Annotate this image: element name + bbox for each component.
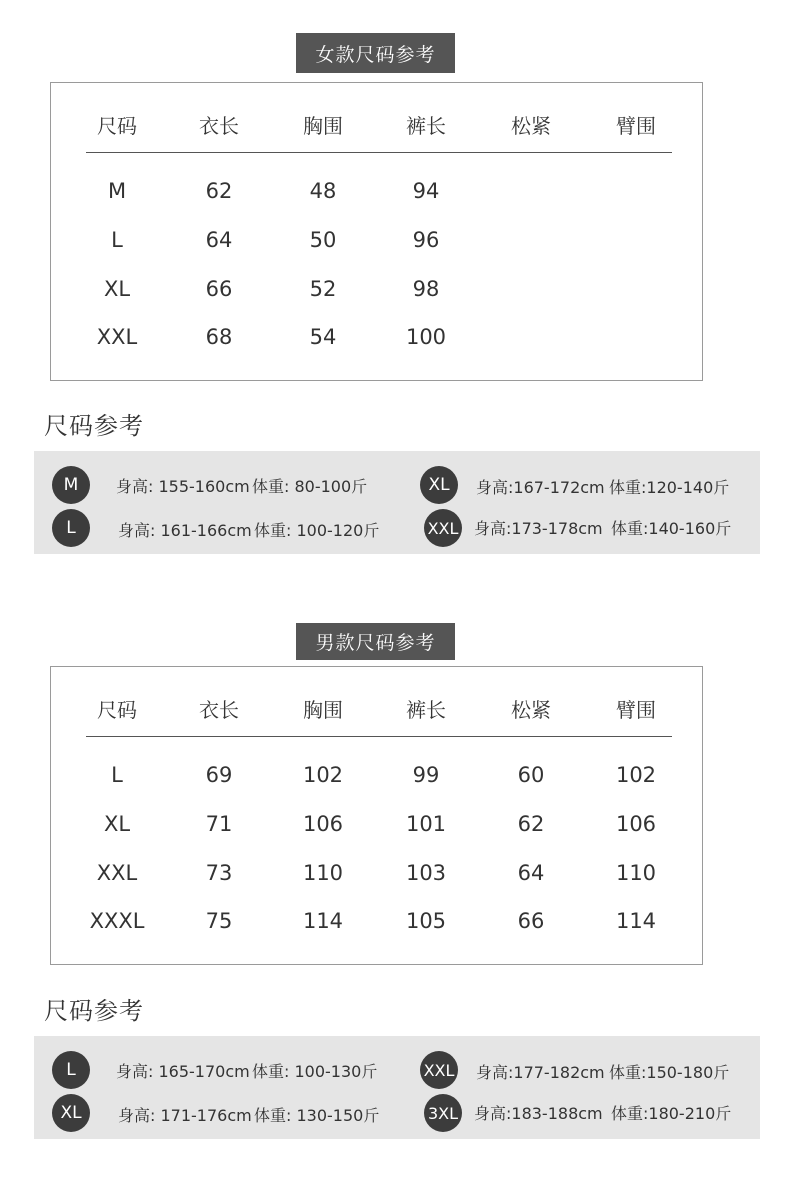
- table-cell: 103: [405, 861, 447, 885]
- weight-range: 体重: 100-130斤: [252, 1062, 378, 1081]
- table-cell: 110: [302, 861, 344, 885]
- table-cell: 60: [517, 763, 545, 787]
- size-badge: XXL: [424, 509, 462, 547]
- table-cell: 64: [517, 861, 545, 885]
- table-cell: 73: [205, 861, 233, 885]
- table-cell: 106: [615, 812, 657, 836]
- table-cell: XXXL: [89, 909, 145, 933]
- col-header-size: 尺码: [97, 114, 137, 138]
- women-reference-label: 尺码参考: [44, 412, 144, 440]
- size-badge: XL: [420, 466, 458, 504]
- height-range: 身高:183-188cm: [474, 1104, 603, 1123]
- header-divider: [86, 152, 672, 153]
- col-header-arm: 臂围: [616, 114, 656, 138]
- table-cell: 99: [412, 763, 440, 787]
- col-header-length: 衣长: [199, 698, 239, 722]
- header-divider: [86, 736, 672, 737]
- table-cell: 75: [205, 909, 233, 933]
- table-cell: 101: [405, 812, 447, 836]
- table-cell: 69: [205, 763, 233, 787]
- height-range: 身高: 155-160cm: [116, 477, 250, 496]
- weight-range: 体重:180-210斤: [611, 1104, 732, 1123]
- table-cell: 71: [205, 812, 233, 836]
- col-header-pants-length: 裤长: [406, 698, 446, 722]
- men-reference-label: 尺码参考: [44, 997, 144, 1025]
- table-cell: 54: [309, 325, 337, 349]
- height-range: 身高: 161-166cm: [118, 521, 252, 540]
- table-cell: 94: [412, 179, 440, 203]
- height-range: 身高:173-178cm: [474, 519, 603, 538]
- height-range: 身高: 165-170cm: [116, 1062, 250, 1081]
- size-badge: XXL: [420, 1051, 458, 1089]
- height-range: 身高: 171-176cm: [118, 1106, 252, 1125]
- col-header-pants-length: 裤长: [406, 114, 446, 138]
- table-cell: 98: [412, 277, 440, 301]
- table-cell: 102: [302, 763, 344, 787]
- col-header-elastic: 松紧: [511, 698, 551, 722]
- table-cell: 102: [615, 763, 657, 787]
- men-size-table: [50, 666, 703, 965]
- weight-range: 体重:120-140斤: [609, 478, 730, 497]
- height-range: 身高:167-172cm: [476, 478, 605, 497]
- weight-range: 体重:140-160斤: [611, 519, 732, 538]
- table-cell: 52: [309, 277, 337, 301]
- table-cell: 62: [205, 179, 233, 203]
- size-badge: L: [52, 1051, 90, 1089]
- table-cell: 66: [205, 277, 233, 301]
- table-cell: XXL: [96, 861, 138, 885]
- table-cell: XL: [103, 277, 131, 301]
- table-cell: 48: [309, 179, 337, 203]
- men-size-title: 男款尺码参考: [296, 623, 455, 660]
- height-range: 身高:177-182cm: [476, 1063, 605, 1082]
- weight-range: 体重:150-180斤: [609, 1063, 730, 1082]
- weight-range: 体重: 80-100斤: [252, 477, 368, 496]
- table-cell: 66: [517, 909, 545, 933]
- table-cell: 110: [615, 861, 657, 885]
- col-header-elastic: 松紧: [511, 114, 551, 138]
- col-header-arm: 臂围: [616, 698, 656, 722]
- table-cell: 105: [405, 909, 447, 933]
- col-header-chest: 胸围: [303, 114, 343, 138]
- table-cell: 114: [615, 909, 657, 933]
- table-cell: 64: [205, 228, 233, 252]
- weight-range: 体重: 130-150斤: [254, 1106, 380, 1125]
- size-badge: L: [52, 509, 90, 547]
- women-size-title: 女款尺码参考: [296, 33, 455, 73]
- table-cell: 62: [517, 812, 545, 836]
- table-cell: XL: [103, 812, 131, 836]
- table-cell: XXL: [96, 325, 138, 349]
- table-cell: 100: [405, 325, 447, 349]
- women-size-table: [50, 82, 703, 381]
- size-badge: 3XL: [424, 1094, 462, 1132]
- col-header-length: 衣长: [199, 114, 239, 138]
- table-cell: M: [107, 179, 127, 203]
- weight-range: 体重: 100-120斤: [254, 521, 380, 540]
- table-cell: 96: [412, 228, 440, 252]
- table-cell: L: [111, 228, 123, 252]
- table-cell: 106: [302, 812, 344, 836]
- table-cell: L: [111, 763, 123, 787]
- women-reference-panel: [34, 451, 760, 554]
- table-cell: 50: [309, 228, 337, 252]
- table-cell: 68: [205, 325, 233, 349]
- col-header-size: 尺码: [97, 698, 137, 722]
- size-badge: M: [52, 466, 90, 504]
- size-badge: XL: [52, 1094, 90, 1132]
- men-reference-panel: [34, 1036, 760, 1139]
- col-header-chest: 胸围: [303, 698, 343, 722]
- table-cell: 114: [302, 909, 344, 933]
